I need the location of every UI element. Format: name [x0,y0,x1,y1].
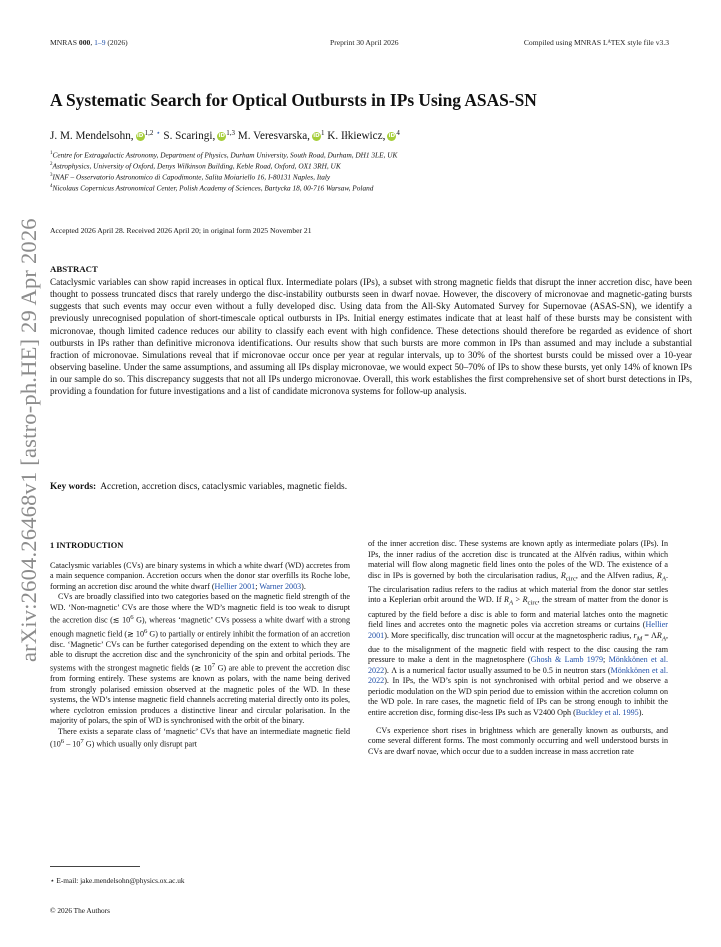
page-range-link[interactable]: 1–9 [94,38,106,47]
orcid-icon[interactable]: iD [218,133,225,139]
corresponding-author-marker[interactable]: ⋆ [156,129,161,137]
affiliation-list [50,149,690,193]
affiliation: $^1$Centre for Extragalactic Astronomy, Department of Physics, Durham University, South Road, Durham, DH1 3LE, UK [50,150,398,160]
citation-link[interactable]: Buckley et al. 1995 [575,708,639,718]
footnote-email: ⋆ E-mail: jake.mendelsohn@physics.ox.ac.uk [50,876,185,885]
author-name: M. Veresvarska, [237,130,310,142]
body-paragraph: There exists a separate class of ‘magnetic’ CVs that have an intermediate magnetic field ($10^6 - 10^7$ G) which usually only disrupt part [50,726,350,750]
abstract-heading: ABSTRACT [50,264,98,274]
author-list [50,129,690,142]
keywords [50,482,692,492]
citation-link[interactable]: Warner 2003 [259,581,302,591]
section-heading-introduction: 1 INTRODUCTION [50,541,124,550]
affiliation: $^2$Astrophysics, University of Oxford, Denys Wilkinson Building, Keble Road, Oxford, OX1 3RH, UK [50,161,341,171]
author-affil-sup: 4 [396,129,400,137]
author-name: J. M. Mendelsohn, [50,130,134,142]
running-header-right: Compiled using MNRAS LᴬTEX style file v3.3 [523,38,669,47]
running-header-center: Preprint 30 April 2026 [330,38,399,47]
paper-title: A Systematic Search for Optical Outbursts in IPs Using ASAS-SN [50,90,537,110]
author-name: S. Scaringi, [163,130,216,142]
citation-link[interactable]: Hellier 2001 [368,620,668,640]
body-column-left [50,539,350,751]
author-affil-sup: 1,2 [144,129,154,137]
author-affil-sup: 1,3 [226,129,235,137]
abstract-text: Cataclysmic variables can show rapid increases in optical flux. Intermediate polars (IPs), a subset with strong magnetic fields that disrupt the inner accretion disc, have been thought to possess truncated discs that rarely undergo the disc-instability outbursts seen in dwarf novae. However, the discovery of micronovae and magnetic-gating bursts suggests that such events may occur even without a fully developed disc. Using data from the All-Sky Automated Survey for Supernovae (ASAS-SN), we identify a previously unrecognised population of short-timescale optical outbursts in IPs. Initial energy estimates indicate that at least half of these bursts may be consistent with micronovae, though limited cadence reduces our ability to classify each event with high confidence. These detections should therefore be regarded as evidence of short outbursts in IPs rather than definitive micronova identifications. Our results show that such bursts are more common in IPs than assumed and may include a substantial fraction of micronovae. Simulations reveal that if micronovae occur once per year at regular intervals, up to 30% of the shortest bursts could be missed over a 10-year observing baseline. Under the same assumptions, and assuming all IPs display micronovae, we would expect 50–70% of IPs to show these bursts, yet only 14% of known IPs in our sample do so. This discrepancy suggests that not all IPs undergo micronovae. Overall, this work establishes the first comprehensive set of short burst detections in IPs, providing a foundation for future investigations and a list of candidate micronova systems for follow-up analysis. [50,277,692,397]
citation-link[interactable]: Ghosh & Lamb 1979 [530,655,603,665]
orcid-icon[interactable]: iD [388,133,396,139]
submission-dates: Accepted 2026 April 28. Received 2026 April 20; in original form 2025 November 21 [50,226,312,235]
copyright-line: © 2026 The Authors [50,906,110,915]
affiliation: $^3$INAF – Osservatorio Astronomico di Capodimonte, Salita Moiariello 16, I-80131 Naples, Italy [50,172,331,182]
citation-link[interactable]: Hellier 2001 [214,581,256,591]
orcid-icon[interactable]: iD [136,133,144,139]
keywords-label: Key words: [50,482,97,492]
body-paragraph: of the inner accretion disc. These systems are known aptly as intermediate polars (IPs). In IPs, the inner radius of the accretion disc is truncated at the Alfvén radius, within which material will flow along magnetic field lines onto the poles of the WD. The existence of a disc in IPs is governed by both the circularisation radius, $R_{circ}$, and the Alfven radius, $R_A$. The circularisation radius refers to the radius at which material from the donor star settles into a Keplerian orbit around the WD. If $R_A > R_{circ}$, the stream of matter from the donor is captured by the field before a disc is able to form and material latches onto the magnetic field lines and accretes onto the magnetic poles via accretion streams or curtains (Hellier 2001). More specifically, disc truncation will occur at the magnetospheric radius, $r_M = \Lambda R_A$, due to the misalignment of the magnetic field with respect to the disc causing the ram pressure to make a dent in the magnetosphere (Ghosh & Lamb 1979; Mönkkönen et al. 2022). Λ is a numerical factor usually assumed to be 0.5 in neutron stars (Mönkkönen et al. 2022). In IPs, the WD’s spin is not synchronised with orbital period and we observe a periodic modulation on the WD spin period due to emission within the accretion column on the WD pole. In rare cases, the magnetic field of IPs can be strong enough to inhibit the entire accretion disc, forming disc-less IPs such as V2400 Oph (Buckley et al. 1995). [368,539,668,718]
author-affil-sup: 1 [320,129,325,137]
body-paragraph: Cataclysmic variables (CVs) are binary systems in which a white dwarf (WD) accretes from a main sequence companion. Accretion occurs when the donor star overfills its Roche lobe, forming an accretion disc around the white dwarf (Hellier 2001; Warner 2003). [50,560,350,591]
body-column-right [368,539,668,757]
affiliation: $^4$Nicolaus Copernicus Astronomical Center, Polish Academy of Sciences, Bartycka 18, 00-716 Warsaw, Poland [50,183,374,193]
running-header-left: MNRAS 000, 1–9 (2026) [50,38,128,47]
body-paragraph: CVs are broadly classified into two categories based on the magnetic field strength of the WD. ‘Non-magnetic’ CVs are those where the WD’s magnetic field is too weak to disrupt the accretion disc (≲ $10^6$ G), whereas ‘magnetic’ CVs possess a white dwarf with a strong enough magnetic field (≳ $10^6$ G) to partially or entirely inhibit the formation of an accretion disc. ‘Magnetic’ CVs can be further categorised depending on the extent to which they are able to disrupt the accretion disc and the synchronicity of the spin and orbital periods. The systems with the strongest magnetic fields (≳ $10^7$ G) are able to prevent the accretion disc from forming entirely. These systems are known as polars, with the name being derived from strongly polarised emission observed at the magnetic poles of the WD. In these systems, the WD’s intense magnetic field channels accreting material directly onto its poles, where cyclotron emission produces a distinctive linear and circular polarisation. In the majority of polars, the spin of WD is synchronised with the orbit of the binary. [50,592,351,726]
orcid-icon[interactable]: iD [313,133,320,139]
footnote-rule [50,866,140,867]
citation-link[interactable]: Mönkkönen et al. 2022 [368,655,668,675]
body-paragraph: CVs experience short rises in brightness which are generally known as outbursts, and come several different forms. The most commonly occurring and well understood bursts in CVs are dwarf novae, which occur due to a sudden increase in mass accretion rate [368,725,668,756]
citation-link[interactable]: Mönkkönen et al. 2022 [368,665,668,686]
keywords-text: Accretion, accretion discs, cataclysmic variables, magnetic fields. [100,482,348,492]
author-name: K. Iłkiewicz, [327,130,386,142]
arxiv-stamp: arXiv:2604.26468v1 [astro-ph.HE] 29 Apr 2026 [16,218,41,662]
